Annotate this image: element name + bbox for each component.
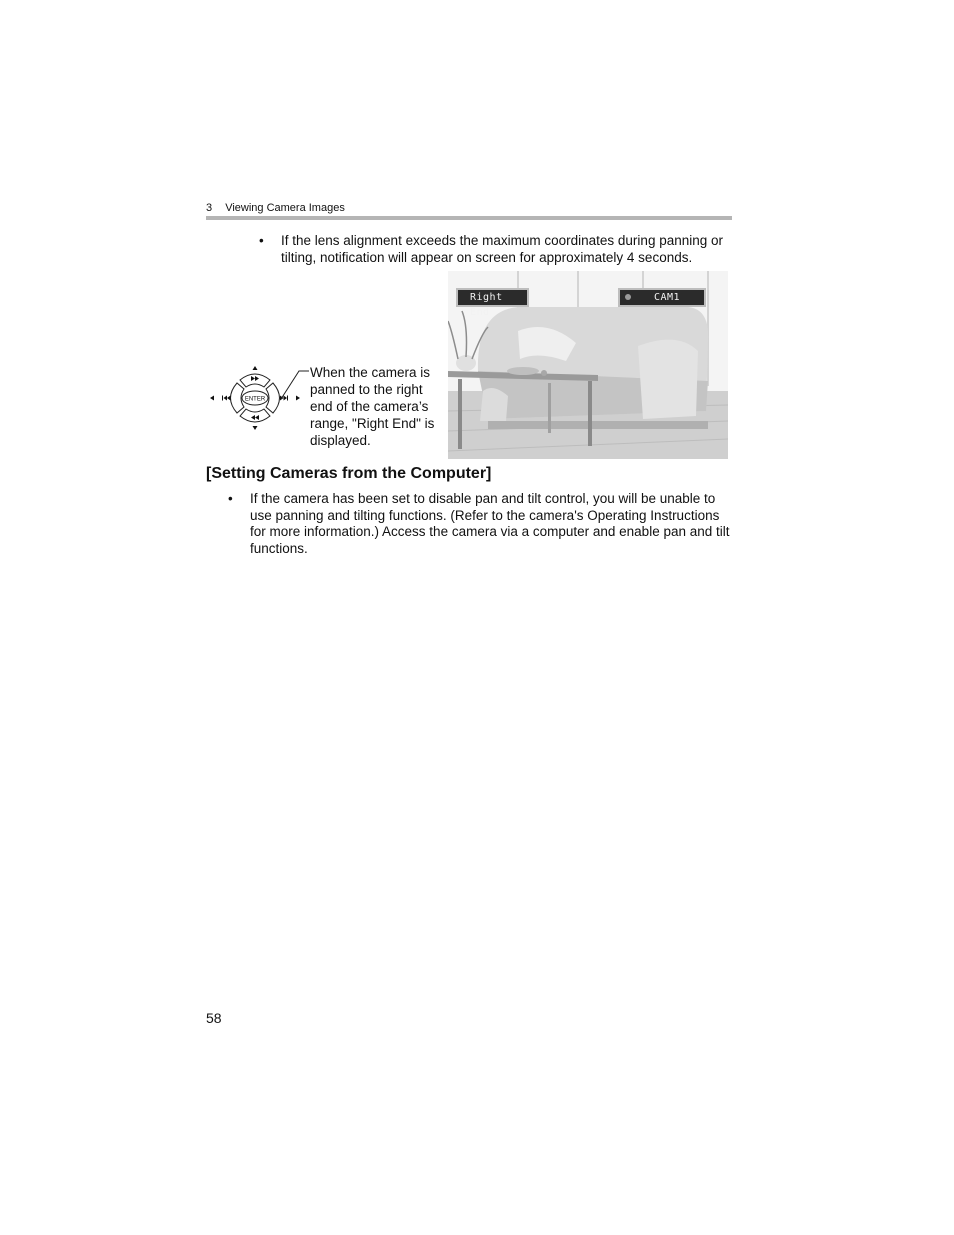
- bullet-text: If the camera has been set to disable pan and tilt control, you will be unable to use panning and tilting functions. (Refer to the camera's Operating Instructions for more information.) Access the camera via a computer and enable pan and tilt functions.: [250, 491, 730, 556]
- right-end-label: Right End: [470, 292, 503, 318]
- tilt-up-arrow-icon: [253, 366, 258, 370]
- bullet-icon: •: [259, 233, 264, 248]
- callout-leader-line: [280, 364, 310, 400]
- skip-back-icon: [222, 396, 231, 401]
- pan-left-arrow-icon: [210, 396, 214, 401]
- camera-name-label: CAM1: [654, 292, 681, 303]
- running-header: [206, 202, 345, 214]
- rewind-icon: [251, 415, 259, 420]
- camera-view-image: [448, 271, 728, 459]
- camera-name-indicator: [618, 288, 706, 307]
- enter-label: ENTER: [244, 396, 266, 403]
- diagram-caption: When the camera is panned to the right end of the camera’s range, "Right End" is displayed.: [310, 365, 435, 448]
- fast-forward-icon: [251, 376, 259, 381]
- chapter-title: Viewing Camera Images: [225, 202, 345, 214]
- bullet-lens-alignment: [259, 233, 733, 266]
- camera-status-dot-icon: [625, 294, 631, 300]
- bullet-icon: •: [228, 491, 233, 506]
- section-title: [Setting Cameras from the Computer]: [206, 465, 492, 482]
- chapter-number: 3: [206, 202, 213, 214]
- page-number: 58: [206, 1010, 222, 1026]
- tilt-down-arrow-icon: [253, 426, 258, 430]
- bullet-disable-pan-tilt: [228, 491, 732, 557]
- right-end-indicator: [456, 288, 529, 318]
- bullet-text: If the lens alignment exceeds the maximum coordinates during panning or tilting, notification will appear on screen for approximately 4 seconds.: [281, 233, 723, 265]
- header-rule: [206, 216, 732, 220]
